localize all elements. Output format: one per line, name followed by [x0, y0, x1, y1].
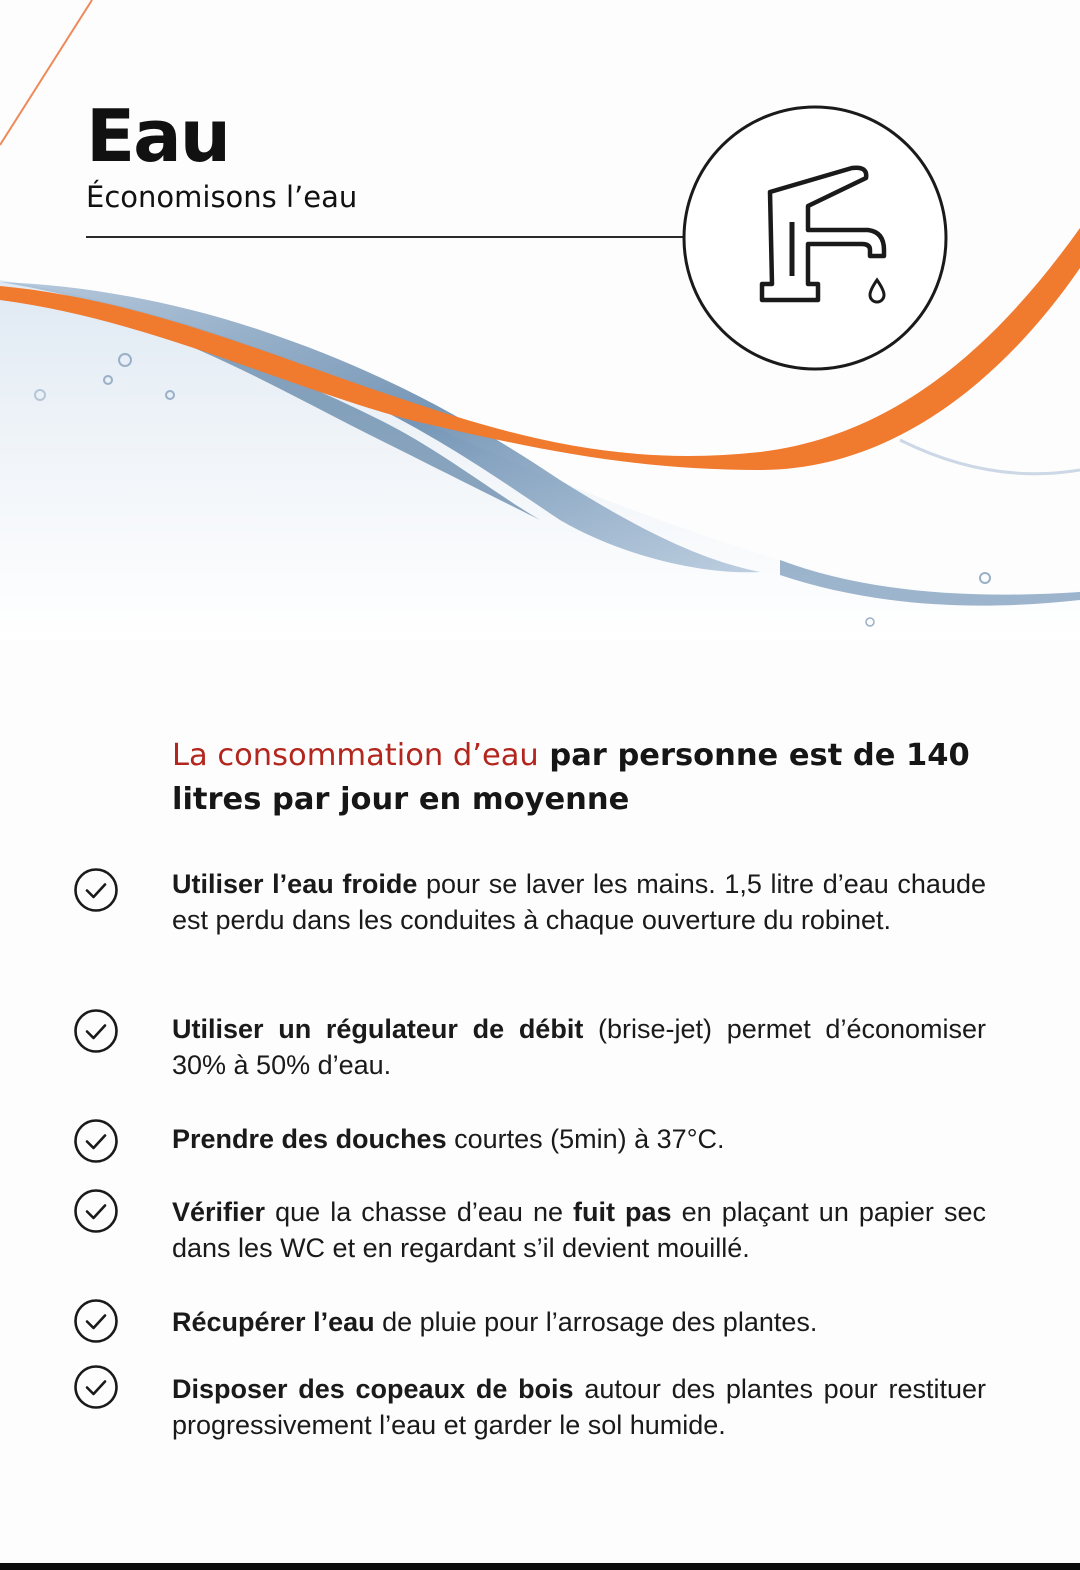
- intro-rest: par personne est de 140 litres par jour en moyenne: [172, 738, 970, 817]
- check-circle-icon: [73, 1364, 119, 1410]
- intro-statement: [172, 734, 992, 822]
- tip-bold: Utiliser un régulateur de débit: [172, 1014, 584, 1044]
- check-circle-icon: [73, 1008, 119, 1054]
- tip-bold: Vérifier: [172, 1197, 266, 1227]
- tip-text: [172, 1011, 986, 1083]
- check-circle-icon: [73, 1188, 119, 1234]
- tip-detail-secondary: en plaçant un papier sec dans les WC et en regardant s’il devient mouillé.: [172, 1197, 986, 1263]
- orange-accent-line: [0, 0, 92, 145]
- page-subtitle: Économisons l’eau: [86, 180, 358, 214]
- tip-bold: Disposer des copeaux de bois: [172, 1374, 574, 1404]
- bottom-border: [0, 1563, 1080, 1570]
- tip-detail: (brise-jet) permet d’économiser 30% à 50% d’eau.: [172, 1014, 986, 1080]
- tip-detail: pour se laver les mains. 1,5 litre d’eau chaude est perdu dans les conduites à chaque ouverture du robinet.: [172, 869, 986, 935]
- tip-detail: courtes (5min) à 37°C.: [446, 1124, 725, 1154]
- tip-detail: autour des plantes pour restituer progressivement l’eau et garder le sol humide.: [172, 1374, 986, 1440]
- tip-detail: que la chasse d’eau ne: [265, 1197, 574, 1227]
- tip-text: [172, 1121, 986, 1157]
- faucet-icon: [684, 107, 946, 369]
- check-circle-icon: [73, 867, 119, 913]
- tip-bold: Prendre des douches: [172, 1124, 447, 1154]
- tip-text: [172, 866, 986, 938]
- tip-text: [172, 1371, 986, 1443]
- check-circle-icon: [73, 1298, 119, 1344]
- tip-bold: Utiliser l’eau froide: [172, 869, 418, 899]
- page-title: Eau: [86, 94, 230, 178]
- tip-detail: de pluie pour l’arrosage des plantes.: [374, 1307, 818, 1337]
- check-circle-icon: [73, 1118, 119, 1164]
- tip-bold-secondary: fuit pas: [573, 1197, 672, 1227]
- tip-text: [172, 1194, 986, 1266]
- intro-accent: La consommation d’eau: [172, 738, 539, 773]
- tip-text: [172, 1304, 986, 1340]
- tip-bold: Récupérer l’eau: [172, 1307, 375, 1337]
